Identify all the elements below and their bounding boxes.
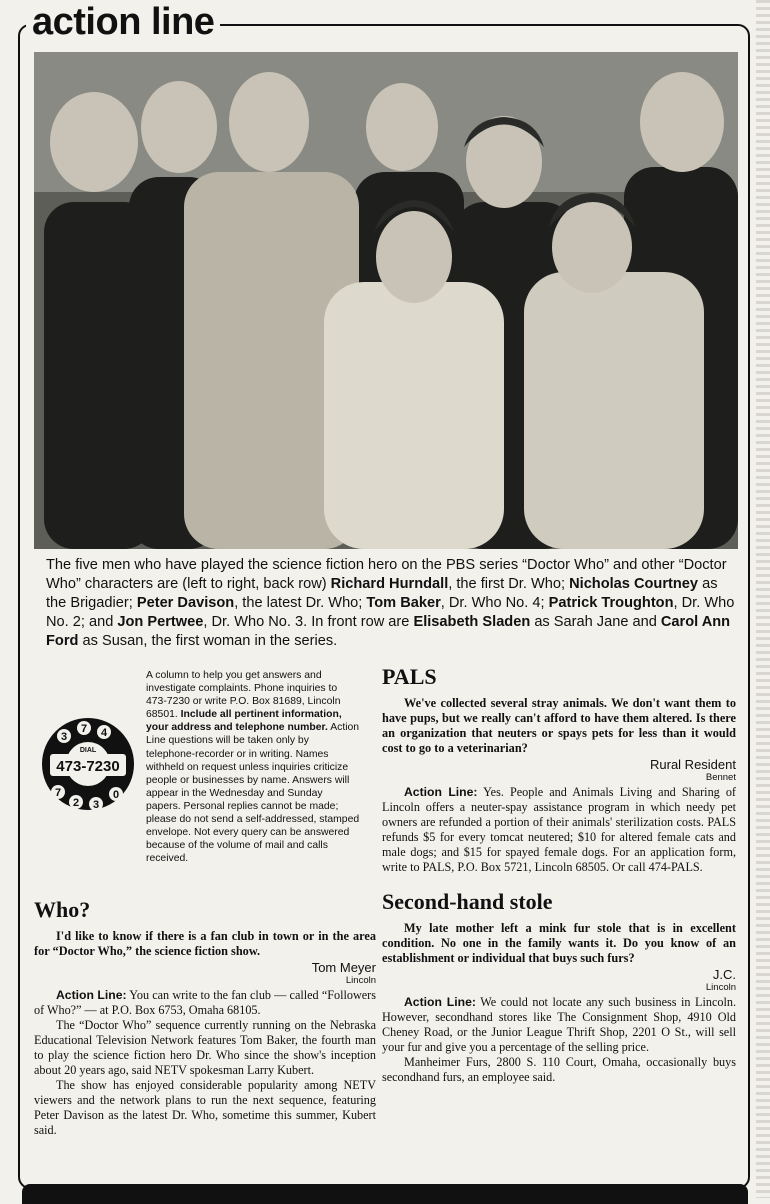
who-signer: Tom Meyer [311,960,376,975]
info-text: Action Line questions will be taken only by telephone-recorder or in writing. Names withheld on request unless inquiries criticize people or businesses by name. Answers will appear in the Wednesday and Sunday papers. Personal replies cannot be made; please do not send a self-addressed, stamped envelope. Not every query can be answered because of the volume of mail and calls received. [146,722,360,865]
dial-digit: 7 [54,787,62,799]
pals-article [382,664,736,875]
pals-heading: PALS [382,664,437,689]
caption-text: , Dr. Who No. 4; [440,595,549,611]
caption-text: , Dr. Who No. 3. In front row are [203,614,414,630]
info-text: A column to help you get answers and investigate complaints. Phone inquiries to 473-7230 or write P.O. Box 81689, Lincoln 68501. [146,670,341,721]
caption-name: Nicholas Courtney [569,576,699,592]
pals-question: We've collected several stray animals. We don't want them to have pups, but we really can't afford to have them altered. Is there an organization that neuters or spays pets for less than it would cost to go to a veterinarian? [382,696,736,755]
bottom-rule [22,1184,748,1204]
who-paragraph: The “Doctor Who” sequence currently running on the Nebraska Educational Television Network features Tom Baker, the fourth man to play the science fiction hero Dr. Who since the show's inception about 20 years ago, said NETV spokesman Larry Kubert. [34,1018,376,1077]
dial-digit: 4 [100,727,108,739]
page-edge [756,0,770,1198]
caption-name: Elisabeth Sladen [413,614,531,630]
caption-text: , Dr. Who No. 2; and [46,595,735,630]
dial-label: DIAL [79,747,97,754]
who-paragraph: The show has enjoyed considerable popularity among NETV viewers and the network plans to run the next sequence, featuring Peter Davison as the latest Dr. Who, sometime this summer, Kubert said. [34,1078,376,1137]
who-article [34,897,376,1138]
stole-paragraph: Manheimer Furs, 2800 S. 110 Court, Omaha, occasionally buys secondhand furs, an employee said. [382,1055,736,1084]
caption-name: Carol Ann Ford [46,614,731,649]
stole-heading: Second-hand stole [382,889,553,914]
photo-illustration [34,52,738,549]
dial-digit: 3 [60,731,68,743]
column-info-box [146,669,360,865]
caption-text: as Sarah Jane and [530,614,661,630]
dial-number: 473-7230 [56,758,120,775]
stole-question: My late mother left a mink fur stole that is in excellent condition. No one in the family wants it. Do you know of an establishment or individual that buys such furs? [382,921,736,965]
who-signer-place: Lincoln [345,975,376,986]
stole-signer-place: Lincoln [705,982,736,993]
caption-name: Tom Baker [366,595,441,611]
pals-signer-place: Bennet [705,772,736,783]
pals-answer-label: Action Line: [404,785,478,799]
caption-text: The five men who have played the science fiction hero on the PBS series “Doctor Who” and other “Doctor Who” characters are (left to right, back row) [46,557,727,592]
stole-answer-label: Action Line: [404,995,476,1009]
who-answer-text: You can write to the fan club — called “Followers of Who?” — at P.O. Box 6753, Omaha 68105. [34,988,376,1017]
phone-dial-logo [40,716,136,812]
caption-name: Patrick Troughton [548,595,674,611]
caption-text: , the first Dr. Who; [448,576,570,592]
caption-text: as the Brigadier; [46,576,718,611]
caption-name: Peter Davison [136,595,235,611]
dial-digit: 3 [92,799,100,811]
photo-caption [46,556,736,651]
stole-signer: J.C. [712,967,736,982]
dial-digit: 0 [112,789,120,801]
stole-answer [382,995,736,1055]
group-photo [34,52,738,549]
right-column [382,664,736,1085]
dial-digit: 7 [80,723,88,735]
column-title: action line [26,0,220,44]
stole-article [382,889,736,1085]
who-answer-label: Action Line: [56,988,127,1002]
dial-digit: 2 [72,797,80,809]
who-answer [34,988,376,1018]
pals-signer: Rural Resident [650,757,736,772]
who-question: I'd like to know if there is a fan club in town or in the area for “Doctor Who,” the science fiction show. [34,929,376,958]
stole-answer-text: We could not locate any such business in Lincoln. However, secondhand stores like The Consignment Shop, 4910 Old Cheney Road, or the Junior League Thrift Shop, 2201 O St., will sell your fur and give you a percentage of the selling price. [382,995,736,1054]
caption-text: as Susan, the first woman in the series. [78,633,338,649]
pals-answer-text: Yes. People and Animals Living and Sharing of Lincoln offers a neuter-spay assistance program in which needy pet owners are refunded a portion of their animals' sterilization costs. PALS refunds $5 for every tomcat neutered; $10 for altered female cats and male dogs; and $15 for spayed female dogs. For an application form, write to PALS, P.O. Box 5721, Lincoln 68505. Or call 474-PALS. [382,785,736,874]
caption-name: Jon Pertwee [117,614,204,630]
pals-answer [382,785,736,875]
info-bold-text: Include all pertinent information, your address and telephone number. [146,709,342,734]
caption-text: , the latest Dr. Who; [234,595,367,611]
caption-name: Richard Hurndall [330,576,449,592]
who-heading: Who? [34,897,91,922]
